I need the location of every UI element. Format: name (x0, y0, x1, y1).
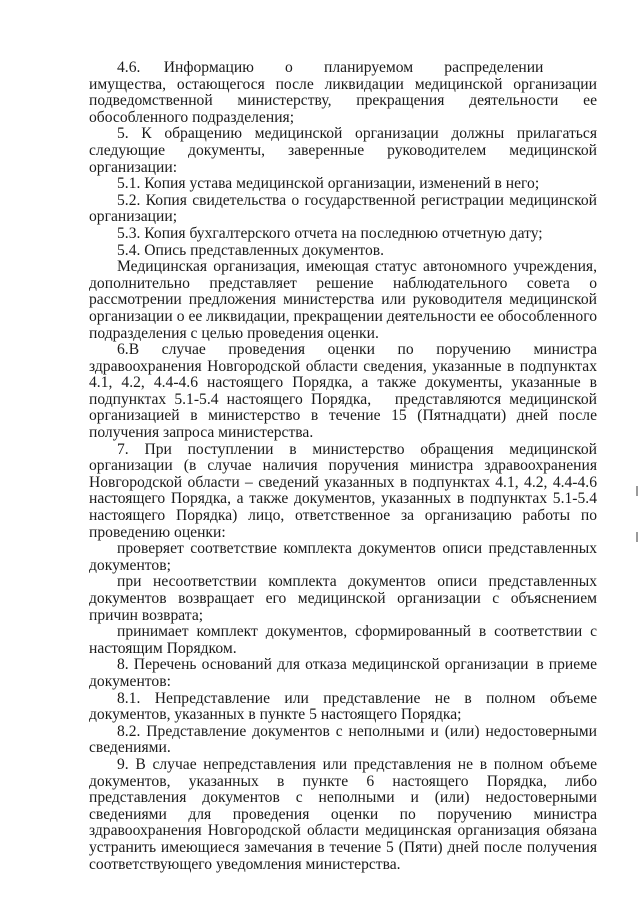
paragraph-7-accept: принимает комплект документов, сформированный в соответствии с настоящим Порядком. (89, 623, 597, 657)
paragraph-5-2: 5.2. Копия свидетельства о государственной регистрации медицинской организации; (89, 191, 597, 226)
paragraph-6: 6.В случае проведения оценки по поручению министра здравоохранения Новгородской области сведения, указанные в подпунктах 4.1, 4.2, 4.4-4.6 настоящего Порядка, а также документы, указанные в подпунктах 5.1-5.4 настоящего Порядка, представляются медицинской организацией в министерство в течение 15 (Пятнадцати) дней после получения запроса министерства. (89, 341, 597, 442)
paragraph-7-check: проверяет соответствие комплекта документов описи представленных документов; (89, 540, 597, 574)
paragraph-7-return: при несоответствии комплекта документов описи представленных документов возвращает его медицинской организации с объяснением причин возврата; (89, 573, 597, 624)
scan-edge-mark (636, 532, 638, 542)
paragraph-8-1: 8.1. Непредставление или представление не в полном объеме документов, указанных в пункте 5 настоящего Порядка; (89, 689, 597, 724)
document-body (89, 60, 597, 873)
paragraph-8-2: 8.2. Представление документов с неполными и (или) недостоверными сведениями. (89, 722, 597, 757)
scan-edge-mark (636, 486, 638, 496)
paragraph-4-6: 4.6. Информацию о планируемом распределении имущества, остающегося после ликвидации медицинской организации подведомственной министерству, прекращения деятельности ее обособленного подразделения; (89, 59, 597, 126)
paragraph-5: 5. К обращению медицинской организации должны прилагаться следующие документы, заверенные руководителем медицинской организации: (89, 125, 597, 176)
paragraph-7: 7. При поступлении в министерство обращения медицинской организации (в случае наличия поручения министра здравоохранения Новгородской области – сведений указанных в подпунктах 4.1, 4.2, 4.4-4.6 настоящего Порядка, а также документов, указанных в подпунктах 5.1-5.4 настоящего Порядка) лицо, ответственное за организацию работы по проведению оценки: (89, 440, 597, 541)
paragraph-8: 8. Перечень оснований для отказа медицинской организации в приеме документов: (89, 656, 597, 690)
paragraph-autonomous-institution: Медицинская организация, имеющая статус автономного учреждения, дополнительно представляет решение наблюдательного совета о рассмотрении предложения министерства или руководителя медицинской организации о ее ликвидации, прекращении деятельности ее обособленного подразделения с целью проведения оценки. (89, 258, 597, 342)
paragraph-9: 9. В случае непредставления или представления не в полном объеме документов, указанных в пункте 6 настоящего Порядка, либо представления документов с неполными и (или) недостоверными сведениями для проведения оценки по поручению министра здравоохранения Новгородской области медицинская организация обязана устранить имеющиеся замечания в течение 5 (Пяти) дней после получения соответствующего уведомления министерства. (89, 755, 597, 873)
paragraph-5-4: 5.4. Опись представленных документов. (117, 241, 385, 259)
paragraph-5-1: 5.1. Копия устава медицинской организации, изменений в него; (117, 175, 540, 193)
paragraph-5-3: 5.3. Копия бухгалтерского отчета на последнюю отчетную дату; (117, 224, 543, 242)
